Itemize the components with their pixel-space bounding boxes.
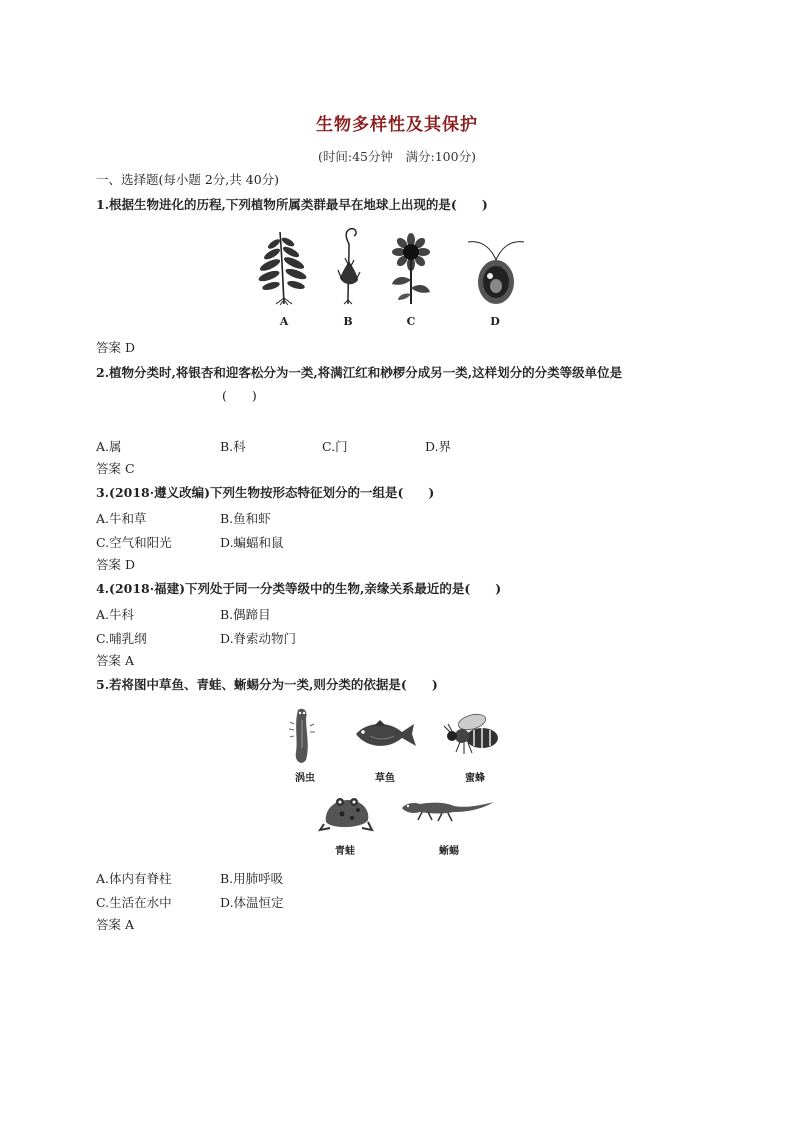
- question-3-option-c: C.空气和阳光: [96, 535, 172, 550]
- animal-label-frog: 青蛙: [335, 846, 355, 857]
- question-3-option-a: A.牛和草: [96, 511, 147, 526]
- lizard-figure: [398, 794, 496, 822]
- honeybee-figure: [442, 712, 504, 756]
- fern-figure: [256, 228, 312, 306]
- question-4-option-b: B.偶蹄目: [220, 607, 271, 622]
- question-3-option-b: B.鱼和虾: [220, 511, 271, 526]
- question-2-stem-cont: ( ): [222, 388, 257, 403]
- question-2-option-a: A.属: [96, 439, 122, 454]
- question-2-option-b: B.科: [220, 439, 246, 454]
- section-heading: 一、选择题(每小题 2分,共 40分): [96, 172, 280, 187]
- figure-label-a: A: [279, 315, 289, 328]
- planarian-figure: [284, 704, 320, 766]
- question-4-option-d: D.脊索动物门: [220, 631, 297, 646]
- animal-label-planarian: 涡虫: [295, 773, 315, 784]
- question-5-option-d: D.体温恒定: [220, 895, 284, 910]
- sunflower-figure: [386, 232, 436, 306]
- question-5-answer: 答案 A: [96, 917, 135, 932]
- question-2-answer: 答案 C: [96, 461, 135, 476]
- question-4-answer: 答案 A: [96, 653, 135, 668]
- question-1-stem: 1.根据生物进化的历程,下列植物所属类群最早在地球上出现的是( ): [96, 197, 488, 212]
- grass-carp-figure: [352, 718, 418, 752]
- question-4-stem: 4.(2018·福建)下列处于同一分类等级中的生物,亲缘关系最近的是( ): [96, 581, 502, 596]
- question-3-stem: 3.(2018·遵义改编)下列生物按形态特征划分的一组是( ): [96, 485, 435, 500]
- question-5-option-c: C.生活在水中: [96, 895, 172, 910]
- question-5-option-b: B.用肺呼吸: [220, 871, 284, 886]
- question-3-answer: 答案 D: [96, 557, 135, 572]
- figure-label-c: C: [406, 315, 416, 328]
- question-5-option-a: A.体内有脊柱: [96, 871, 172, 886]
- figure-label-d: D: [490, 315, 500, 328]
- question-2-stem: 2.植物分类时,将银杏和迎客松分为一类,将满江红和桫椤分成另一类,这样划分的分类等级单位是: [96, 365, 623, 380]
- question-5-stem: 5.若将图中草鱼、青蛙、蜥蜴分为一类,则分类的依据是( ): [96, 677, 438, 692]
- question-2-option-d: D.界: [425, 439, 452, 454]
- question-4-option-c: C.哺乳纲: [96, 631, 147, 646]
- algae-cell-figure: [460, 236, 532, 308]
- animal-label-honeybee: 蜜蜂: [465, 773, 485, 784]
- figure-label-b: B: [343, 315, 353, 328]
- animal-label-lizard: 蜥蜴: [439, 846, 459, 857]
- question-2-option-c: C.门: [322, 439, 348, 454]
- time-score-info: (时间:45分钟 满分:100分): [318, 149, 476, 164]
- question-3-option-d: D.蝙蝠和鼠: [220, 535, 284, 550]
- moss-figure: [330, 224, 366, 308]
- animal-label-grass-carp: 草鱼: [375, 773, 395, 784]
- question-1-answer: 答案 D: [96, 340, 135, 355]
- question-4-option-a: A.牛科: [96, 607, 135, 622]
- frog-figure: [318, 792, 374, 832]
- page-title: 生物多样性及其保护: [316, 115, 478, 135]
